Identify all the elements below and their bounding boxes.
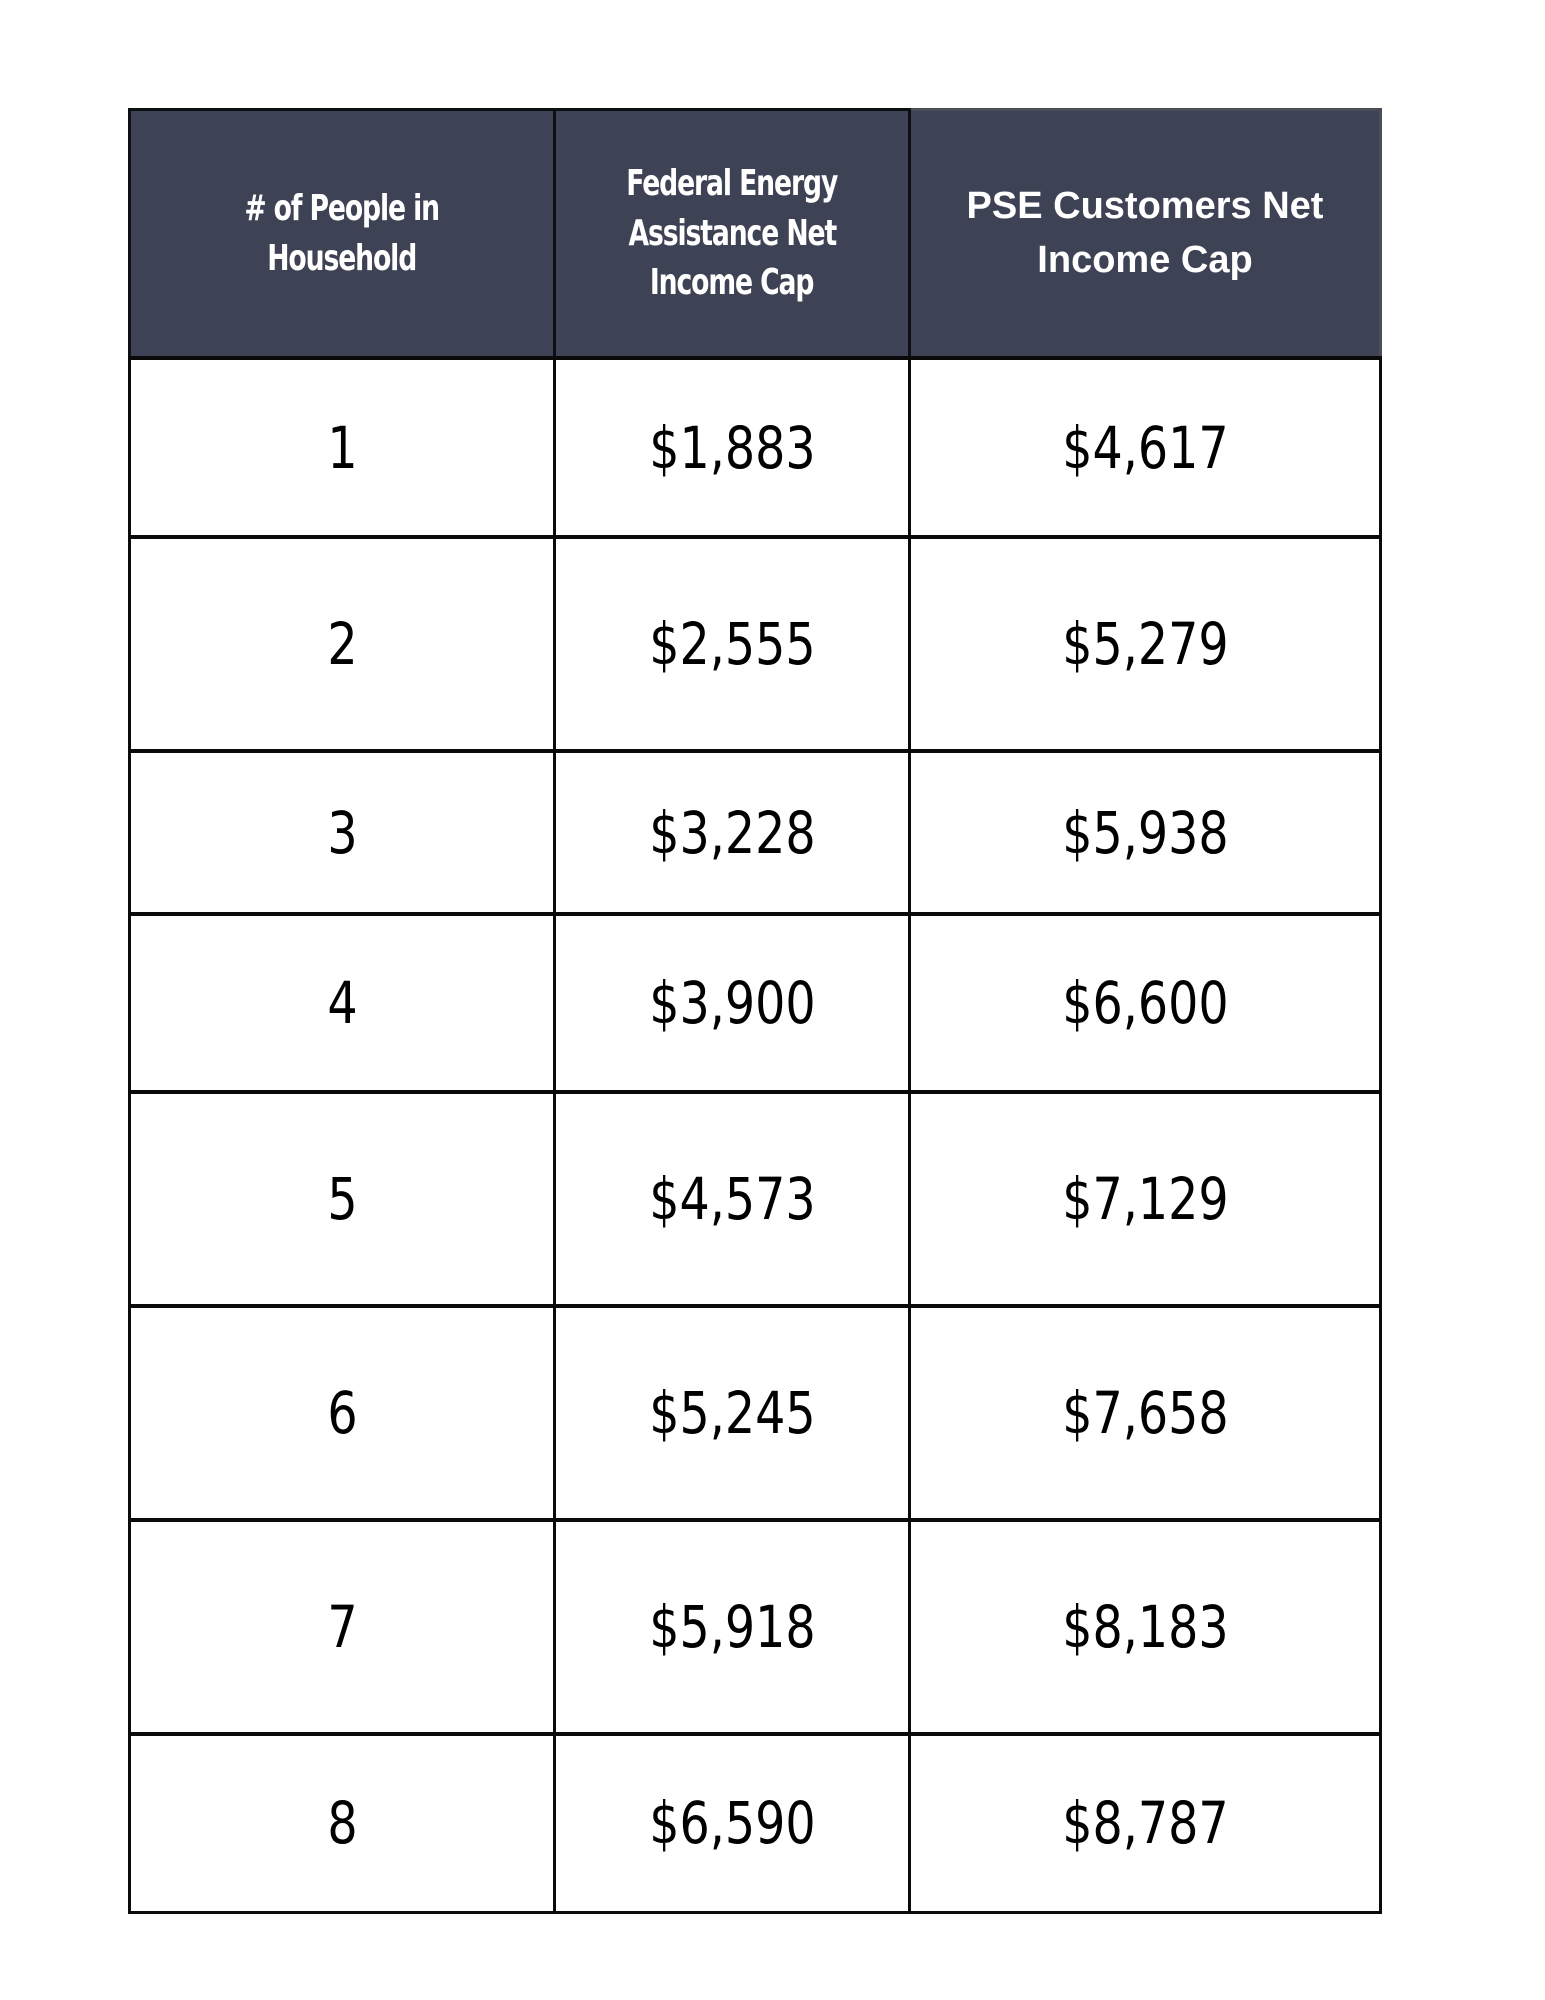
cell-people	[130, 914, 555, 1092]
header-line: PSE Customers Net	[966, 185, 1324, 228]
cell-value: 5	[326, 1165, 358, 1233]
cell-value: $5,918	[648, 1593, 816, 1661]
cell-value: $5,279	[1061, 610, 1229, 678]
header-line: Federal Energy	[626, 162, 838, 204]
cell-people	[130, 751, 555, 914]
cell-value: $2,555	[648, 610, 816, 678]
cell-federal-cap	[555, 537, 910, 751]
cell-federal-cap	[555, 1092, 910, 1306]
cell-value: $3,900	[648, 969, 816, 1037]
cell-federal-cap	[555, 358, 910, 537]
cell-value: 2	[326, 610, 358, 678]
table-row	[130, 1306, 1381, 1520]
header-pse-cap	[910, 110, 1381, 359]
table-header	[130, 110, 1381, 359]
cell-pse-cap	[910, 537, 1381, 751]
cell-value: $6,600	[1061, 969, 1229, 1037]
cell-value: $4,617	[1061, 413, 1229, 482]
cell-people	[130, 1092, 555, 1306]
header-federal-cap	[555, 110, 910, 359]
table-row	[130, 1734, 1381, 1912]
income-cap-table-container	[128, 108, 1379, 1914]
cell-value: $1,883	[648, 413, 816, 482]
cell-pse-cap	[910, 1092, 1381, 1306]
cell-value: $5,245	[648, 1379, 816, 1447]
table-row	[130, 1092, 1381, 1306]
table-row	[130, 537, 1381, 751]
cell-people	[130, 358, 555, 537]
cell-value: $8,183	[1061, 1593, 1229, 1661]
cell-federal-cap	[555, 751, 910, 914]
header-line: Household	[267, 237, 417, 279]
cell-value: $7,658	[1061, 1379, 1229, 1447]
cell-value: $8,787	[1061, 1789, 1229, 1858]
table-row	[130, 1520, 1381, 1734]
cell-value: $5,938	[1061, 798, 1229, 867]
income-cap-table	[128, 108, 1382, 1914]
cell-pse-cap	[910, 914, 1381, 1092]
cell-pse-cap	[910, 1306, 1381, 1520]
table-row	[130, 914, 1381, 1092]
cell-value: $4,573	[648, 1165, 816, 1233]
header-household-size	[130, 110, 555, 359]
table-row	[130, 358, 1381, 537]
cell-value: 7	[326, 1593, 358, 1661]
cell-value: $6,590	[648, 1789, 816, 1858]
cell-value: 6	[326, 1379, 358, 1447]
cell-value: 8	[326, 1789, 358, 1858]
header-line: Assistance Net	[628, 212, 836, 254]
cell-pse-cap	[910, 1734, 1381, 1912]
header-line: Income Cap	[650, 262, 814, 304]
cell-value: 4	[326, 969, 358, 1037]
cell-people	[130, 1520, 555, 1734]
cell-pse-cap	[910, 358, 1381, 537]
table-body	[130, 358, 1381, 1912]
cell-value: $3,228	[648, 798, 816, 867]
header-line: Income Cap	[1037, 238, 1253, 281]
cell-value: 1	[326, 413, 358, 482]
table-row	[130, 751, 1381, 914]
cell-federal-cap	[555, 914, 910, 1092]
cell-federal-cap	[555, 1306, 910, 1520]
cell-value: $7,129	[1061, 1165, 1229, 1233]
cell-value: 3	[326, 798, 358, 867]
header-row	[130, 110, 1381, 359]
cell-pse-cap	[910, 1520, 1381, 1734]
cell-people	[130, 537, 555, 751]
cell-people	[130, 1734, 555, 1912]
header-line: # of People in	[244, 187, 440, 229]
cell-federal-cap	[555, 1734, 910, 1912]
cell-pse-cap	[910, 751, 1381, 914]
cell-people	[130, 1306, 555, 1520]
cell-federal-cap	[555, 1520, 910, 1734]
